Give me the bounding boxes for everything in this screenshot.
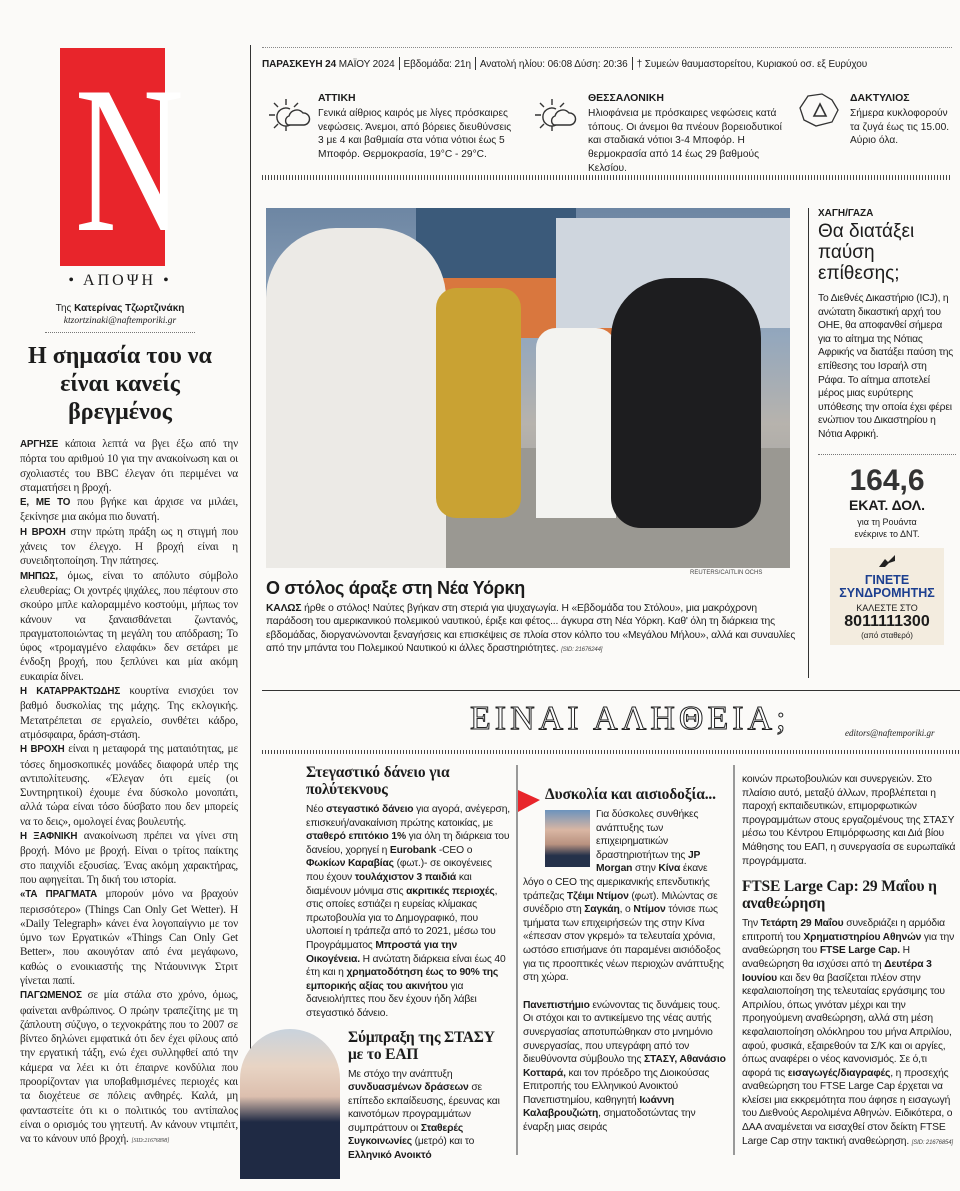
text-run: για αγορά, ανέγερση, επισκευή/ανακαίνιση πρώτης κατοικίας, με	[306, 804, 511, 829]
main-story-body: ΚΑΛΩΣ ήρθε ο στόλος! Ναύτες βγήκαν στη στεριά για ψυχαγωγία. Η «Εβδομάδα του Στόλου», μια μακρόχρονη παράδοση του αμερικανικού πολεμικού ναυτικού, έριξε και φέτος... άγκυρα στη Νέα Υόρκη. Καθ' όλη τη διάρκεια της εβδομάδας, διοργανώνονται ξεναγήσεις και επισκέψεις σε πλοία στον κόλπο του «Μεγάλου Μήλου», αλλά και συναυλίες από την μπάντα του Πολεμικού Ναυτικού κι άλλες δραστηριότητες. [SID: 21676244]	[266, 603, 796, 655]
text-run: , στις οποίες εστιάζει η ευρείας κλίμακας πρωτοβουλία για το Δημογραφικό, που υλοποιεί η τράπεζα από το 2021, μέσω του Προγράμματος	[306, 885, 498, 951]
kicker: ΧΑΓΗ/ΓΑΖΑ	[818, 208, 874, 219]
sun-cloud-icon	[266, 95, 312, 137]
section-label: • ΑΠΟΨΗ •	[68, 272, 172, 289]
weather-attica: ΑΤΤΙΚΗ Γενικά αίθριος καιρός με λίγες πρόσκαιρες νεφώσεις. Άνεμοι, από βόρειες διευθύνσεις 3 με 4 και βαθμιαία στα νότια νότιοι έως 5 Μποφόρ. Θερμοκρασία, 19°C - 29°C.	[318, 92, 512, 161]
text-run: συνεδριάζει η αρμόδια επιτροπή του	[742, 918, 945, 943]
text-run: ενώνοντας τις δυνάμεις τους. Οι στόχοι και το αντικείμενο της νέας αυτής συνεργασίας αποτυπώθηκαν στο μνημόνιο συνεργασίας, που υπεγράφη από τον διευθύνοντα σύμβουλο της	[523, 999, 721, 1066]
bold-phrase: Πανεπιστήμιο	[523, 999, 590, 1011]
byline: Της Κατερίνας Τζωρτζινάκη	[55, 303, 185, 314]
briefs-column-3	[742, 773, 957, 1150]
brief-dimon-text	[523, 808, 728, 985]
briefs-column-2	[523, 786, 728, 1135]
section-title: ΕΙΝΑΙ ΑΛΗΘΕΙΑ;	[470, 700, 790, 737]
opinion-paragraph: Η ΒΡΟΧΗ είναι η μεταφορά της ματαιότητας, με τόσες δημοσκοπικές μονάδες διαφορά υπέρ της αντιπολίτευσης. «Έλεγαν ότι εμείς (οι Συντηρητικοί) έχουμε ένα δύσκολο μονοπάτι, αλλά τώρα είναι τόσο δύσβατο που δεν μπορείς να το δεις», ομολογεί ένας βουλευτής.	[20, 743, 238, 828]
traffic-ring-icon	[798, 92, 842, 128]
billboard	[416, 208, 576, 278]
bold-phrase: Φωκίων Καραβίας	[306, 858, 394, 870]
text-run: και δεν θα βασίζεται πλέον στην κεφαλαιοποίηση της τελευταίας εργάσιμης του Απριλίου, όπως γινόταν μέχρι και την προηγούμενη αναθεώρηση, αλλά στη μέση κεφαλαιοποίηση ολόκληρου του μήνα Απριλίου, αφού, φυσικά, εξαιρεθούν τα Σ/Κ και οι αργίες, όπως αναφέρει ο νέος κανονισμός. Σε ό,τι αφορά τις	[742, 972, 952, 1079]
opinion-paragraph: Η ΒΡΟΧΗ στην πρώτη πράξη ως η στιγμή που χάνεις τον έλεγχο. Η βροχή είναι η συνειδητοποίηση. Την πάτησες.	[20, 525, 238, 568]
subscribe-phone[interactable]: 8011111300	[844, 612, 930, 630]
bold-phrase: συνδυασμένων δράσεων	[348, 1082, 469, 1094]
text-run: και τον πρόεδρο της Διοικούσας Επιτροπής του Ελληνικού Ανοικτού Πανεπιστημίου, καθηγητή	[523, 1067, 710, 1106]
robot-costume	[436, 288, 521, 518]
text-run: σε επίπεδο εκπαίδευσης, έρευνας και καινοτόμων προγραμμάτων συμπράττουν οι	[348, 1082, 500, 1134]
fleet-week-photo	[266, 208, 790, 568]
brief-stasy-end	[742, 773, 957, 868]
weather-ring: ΔΑΚΤΥΛΙΟΣ Σήμερα κυκλοφορούν τα ζυγά έως τις 15.00. Αύριο όλα.	[850, 92, 950, 147]
editors-email[interactable]: editors@naftemporiki.gr	[845, 728, 935, 738]
paragraph-lead: Η ΒΡΟΧΗ	[20, 744, 65, 756]
text-run: στην	[632, 863, 659, 875]
opinion-paragraph: ΜΗΠΩΣ, όμως, είναι το απόλυτο σύμβολο ελευθερίας; Οι χοντρές ψιχάλες, που πέφτουν στο σκούρο μπλε καλοραμμένο κοστούμι, μήπως τον κάνουν να ξαναισθάνεται ζωντανός, πραγματοποιώντας τη μεγάλη του απόδραση; Το ύφος «τρομαγμένο ελαφάκι» δεν σετάρει με ένδοξη βροχή, που ξεπλύνει και μία ακόμη ευκαιρία δίνει.	[20, 569, 238, 683]
text-run: και διαμένουν μόνιμα στις	[306, 871, 472, 897]
bold-phrase: τουλάχιστον 3 παιδιά	[354, 871, 457, 883]
bold-phrase: στεγαστικό δάνειο	[326, 804, 414, 815]
bold-phrase: JP Morgan	[596, 849, 701, 875]
opinion-body	[20, 437, 238, 1149]
text-run: κοινών πρωτοβουλιών και συνεργειών. Στο πλαίσιο αυτό, μεταξύ άλλων, προβλέπεται η παροχή εκπαιδευτικών, επιμορφωτικών προγραμμάτων στους εργαζομένους της ΣΤΑΣΥ μέσω του Κέντρου Επιμόρφωσης και Διά βίου Μάθησης του ΕΑΠ, η συνεργασία σε ευρωπαϊκά προγράμματα.	[742, 774, 956, 867]
paragraph-lead: Η ΞΑΦΝΙΚΗ	[20, 831, 78, 843]
bold-phrase: Δευτέρα 3 Ιουνίου	[742, 958, 932, 984]
bold-phrase: Χρηματιστηρίου Αθηνών	[803, 931, 922, 943]
brief-mortgage: Στεγαστικό δάνειο για πολύτεκνους Νέο στεγαστικό δάνειο για αγορά, ανέγερση, επισκευή/ανακαίνιση πρώτης κατοικίας, με σταθερό επιτόκιο 1% για όλη τη διάρκεια του δανείου, χορηγεί η Eurobank -CEO ο Φωκίων Καραβίας (φωτ.)- σε οικογένειες που έχουν τουλάχιστον 3 παιδιά και διαμένουν μόνιμα στις ακριτικές περιοχές, στις οποίες εστιάζει η ευρείας κλίμακας πρωτοβουλία για το Δημογραφικό, που υλοποιεί η τράπεζα από το 2021, μέσω του Προγράμματος Μπροστά για την Οικογένεια. Η ανώτατη διάρκεια είναι έως 40 έτη και η χρηματοδότηση έως το 90% της εμπορικής αξίας του ακινήτου για δανειολήπτες που δεν έχουν ήδη λάβει στεγαστικό δάνειο.	[306, 764, 511, 1019]
text-run: Η αναθεώρηση θα ισχύσει από τη	[742, 945, 910, 970]
bold-phrase: Τζέιμι Ντίμον	[566, 890, 629, 902]
divider	[45, 332, 195, 333]
bold-phrase: χρηματοδότηση έως το 90% της εμπορικής αξίας του ακινήτου	[306, 967, 499, 992]
column-divider	[733, 765, 735, 1155]
paragraph-lead: ΜΗΠΩΣ,	[20, 570, 58, 582]
opinion-paragraph: Η ΞΑΦΝΙΚΗ ανακοίνωση πρέπει να γίνει στη βροχή. Μόνο με βροχή. Είναι ο τρίτος παίκτης στο παιχνίδι εξουσίας. Ένας ακόμη χαρακτήρας, που αφηγείται. Τη δική του ιστορία.	[20, 830, 238, 886]
text-run: Με στόχο την ανάπτυξη	[348, 1068, 453, 1080]
text-run: έκανε λόγο ο CEO της αμερικανικής επενδυτικής τράπεζας	[523, 863, 710, 902]
bold-phrase: Eurobank	[389, 844, 437, 856]
text-run: , ο	[619, 904, 634, 916]
opinion-paragraph: «ΤΑ ΠΡΑΓΜΑΤΑ μπορούν μόνο να βραχούν περισσότερο» (Things Can Only Get Wetter). Η «Daily Telegraph» κάνει ένα λογοπαίγνιο με τον ύμνο των Εργατικών «Things Can Only Get Better», που ακουγόταν από ένα μεγάφωνο, καθώς ο ενοικιαστής της Ντάουνινγκ Στριτ γίνεται παπί.	[20, 888, 238, 987]
dateline: ΠΑΡΑΣΚΕΥΗ 24 ΜΑΪΟΥ 2024 Εβδομάδα: 21η Ανατολή ηλίου: 06:08 Δύση: 20:36 † Συμεών θαυμαστορείτου, Κυριακού οσ. εξ Ευρύχου	[262, 59, 868, 70]
bold-phrase: εισαγωγές/διαγραφές	[787, 1067, 891, 1079]
author-email[interactable]: ktzortzinaki@naftemporiki.gr	[63, 316, 177, 326]
sun-cloud-icon	[532, 95, 578, 137]
main-story-title: Ο στόλος άραξε στη Νέα Υόρκη	[266, 578, 525, 598]
text-run: για όλη τη διάρκεια του δανείου, χορηγεί η	[306, 831, 510, 856]
brief-stasy-continued	[523, 999, 728, 1135]
text-run: (φωτ). Μιλώντας σε συνέδριο στη	[523, 890, 718, 916]
bold-phrase: ΣΤΑΣΥ, Αθανάσιο Κοτταρά,	[523, 1054, 726, 1079]
brief-ftse: FTSE Large Cap: 29 Μαΐου η αναθεώρηση Την Τετάρτη 29 Μαΐου συνεδριάζει η αρμόδια επιτροπή του Χρηματιστηρίου Αθηνών για την αναθεώρηση του FTSE Large Cap. Η αναθεώρηση θα ισχύσει από τη Δευτέρα 3 Ιουνίου και δεν θα βασίζεται πλέον στην κεφαλαιοποίηση της τελευταίας εργάσιμης του Απριλίου, όπως γινόταν μέχρι και την προηγούμενη αναθεώρηση, αλλά στη μέση κεφαλαιοποίηση ολόκληρου του μήνα Απριλίου, αφού, φυσικά, εξαιρεθούν τα Σ/Κ και οι αργίες, όπως αναφέρει ο νέος κανονισμός. Σε ό,τι αφορά τις εισαγωγές/διαγραφές, η προσεχής αναθεώρηση του FTSE Large Cap έρχεται να κλείσει μια εκκρεμότητα που άφησε η εισαγωγή του Διεθνούς Αερολιμένα Αθηνών. Ειδικότερα, ο ΔΑΑ αναμένεται να εισαχθεί στον δείκτη FTSE Large Cap στην τακτική αναθεώρηση. [SID: 21676854]	[742, 878, 955, 1147]
paragraph-lead: «ΤΑ ΠΡΑΓΜΑΤΑ	[20, 889, 98, 901]
bold-phrase: ακριτικές περιοχές	[406, 885, 495, 897]
text-run: Για δύσκολες συνθήκες ανάπτυξης των επιχειρηματικών δραστηριοτήτων της	[596, 809, 699, 861]
divider	[262, 690, 960, 691]
paragraph-lead: Η ΚΑΤΑΡΡΑΚΤΩΔΗΣ	[20, 686, 121, 698]
decorative-rule	[262, 750, 960, 754]
briefs-column-1	[240, 764, 512, 1179]
paragraph-lead: ΑΡΓΗΣΕ	[20, 439, 59, 450]
bold-phrase: Κίνα	[658, 863, 681, 875]
text-run: Νέο	[306, 804, 327, 815]
brief-stasy: Σύμπραξη της ΣΤΑΣΥ με το ΕΑΠ Με στόχο την ανάπτυξη συνδυασμένων δράσεων σε επίπεδο εκπαίδευσης, έρευνας και καινοτόμων προγραμμάτων συμπράττουν οι Σταθερές Συγκοινωνίες (μετρό) και το Ελληνικό Ανοικτό	[240, 1029, 512, 1163]
text-run: (μετρό) και το	[411, 1136, 475, 1148]
column-divider	[808, 208, 809, 678]
divider	[262, 47, 952, 48]
text-run: (φωτ.)- σε οικογένειες που έχουν	[306, 858, 492, 883]
text-run: , η προσεχής αναθεώρηση του FTSE Large Cap έρχεται να κλείσει μια εκκρεμότητα που άφησε η εισαγωγή του Διεθνούς Αερολιμένα Αθηνών. Ειδικότερα, ο ΔΑΑ αναμένεται να εισαχθεί στον δείκτη FTSE Large Cap στην τακτική αναθεώρηση.	[742, 1067, 953, 1147]
opinion-paragraph: Η ΚΑΤΑΡΡΑΚΤΩΔΗΣ κουρτίνα ενισχύει τον βαθμό δυσκολίας της μάχης. Της εκλογικής. Μετατρέπεται σε εργαλείο, συνθέτει κάδρο, ατμόσφαιρα, δράση-στάση.	[20, 685, 238, 741]
paragraph-lead: Ε, ΜΕ ΤΟ	[20, 497, 71, 509]
opinion-paragraph: Ε, ΜΕ ΤΟ που βγήκε και άρχισε να μιλάει, ξεκίνησε μια ακόμα πιο δυνατή.	[20, 496, 238, 524]
subscribe-box[interactable]: ΓΙΝΕΤΕ ΣΥΝΔΡΟΜΗΤΗΣ ΚΑΛΕΣΤΕ ΣΤΟ 8011111300 (από σταθερό)	[830, 548, 944, 645]
bold-phrase: Ελληνικό Ανοικτό	[348, 1150, 432, 1162]
trumpet-icon	[877, 553, 897, 569]
stat-unit: ΕΚΑΤ. ΔΟΛ.	[848, 496, 926, 513]
text-run: για δανειολήπτες που δεν έχουν ήδη λάβει στεγαστικό δάνειο.	[306, 980, 477, 1019]
opinion-paragraph: ΠΑΓΩΜΕΝΟΣ σε μία στάλα στο χρόνο, όμως, φαίνεται ανθρώπινος. Ο πρώην τραπεζίτης με τη ζάπλουτη σύζυγο, ο τεχνοκράτης που το 2007 σε βίντεο δηλώνει εμφατικά ότι δεν έχει φίλους από την εργατική τάξη, ενώ έχει συλληφθεί από την κάμερα να λέει κι ότι έπαιρνε κονδύλια που προορίζονταν για υποβαθμισμένες περιοχές και τα διοχέτευε σε πόλεις ανθηρές. Καλά, μη φανταστείτε ότι κι ο πολιτικός του αντίπαλος είναι ο ορισμός του γητευτή. Αν κάνουν ντιμπέιτ, να το κάνουν υπό βροχή. [SID:21676898]	[20, 989, 238, 1146]
bold-phrase: Τετάρτη 29 Μαΐου	[760, 918, 844, 930]
gorilla-costume	[611, 278, 761, 528]
bold-phrase: Ιωάννη Καλαβρουζιώτη	[523, 1094, 675, 1120]
sidebar	[818, 208, 956, 645]
bold-phrase: σταθερό επιτόκιο 1%	[306, 831, 406, 843]
sailor-photographer	[266, 228, 446, 568]
bold-phrase: FTSE Large Cap.	[819, 945, 900, 957]
stat-value: 164,6	[849, 463, 925, 497]
bold-phrase: Ντίμον	[633, 904, 666, 916]
stat-text: για τη Ρουάντα ενέκρινε το ΔΝΤ.	[854, 516, 920, 539]
sidebar-title: Θα διατάξει παύση επίθεσης;	[818, 221, 915, 284]
paragraph-lead: ΠΑΓΩΜΕΝΟΣ	[20, 990, 82, 1002]
bold-phrase: Μπροστά για την Οικογένεια.	[306, 939, 458, 965]
divider	[818, 454, 956, 455]
sidebar-text: Το Διεθνές Δικαστήριο (ICJ), η ανώτατη δικαστική αρχή του ΟΗΕ, θα αποφανθεί σήμερα για το αίτημα της Νότιας Αφρικής να διατάξει παύση της επίθεσης του Ισραήλ στη Ράφα. Το αίτημα αποτελεί μέρος μιας ευρύτερης υπόθεσης την οποία έχει φέρει ενώπιον του Δικαστηρίου η Νότια Αφρική.	[818, 293, 953, 440]
column-divider	[516, 765, 518, 1155]
brief-dimon: Δυσκολία και αισιοδοξία... Για δύσκολες συνθήκες ανάπτυξης των επιχειρηματικών δραστηριοτήτων της JP Morgan στην Κίνα έκανε λόγο ο CEO της αμερικανικής επενδυτικής τράπεζας Τζέιμι Ντίμον (φωτ). Μιλώντας σε συνέδριο στη Σαγκάη, ο Ντίμον τόνισε πως τμήματα των επιχειρήσεών της στην Κίνα «έπεσαν στον γκρεμό» τα τελευταία χρόνια, ωστόσο επισήμανε ότι παραμένει αισιόδοξος για τις προοπτικές νέων περιοχών ανάπτυξης στη χώρα.	[523, 786, 728, 985]
text-run: Την	[742, 918, 761, 930]
sailors	[536, 328, 616, 518]
dimon-photo	[545, 810, 590, 867]
bold-phrase: Σαγκάη	[584, 904, 620, 916]
opinion-title: Η σημασία του να είναι κανείς βρεγμένος	[28, 343, 212, 425]
text-run: Η ανώτατη διάρκεια είναι έως 40 έτη και η	[306, 953, 506, 979]
paragraph-lead: Η ΒΡΟΧΗ	[20, 526, 66, 538]
text-run: , σηματοδοτώντας την έναρξη μιας σειράς	[523, 1108, 696, 1134]
karavias-photo	[240, 1029, 340, 1179]
bold-phrase: Σταθερές Συγκοινωνίες	[348, 1122, 464, 1148]
opinion-paragraph: ΑΡΓΗΣΕ κάποια λεπτά να βγει έξω από την πόρτα του αριθμού 10 για την ανακοίνωση και οι σχολιαστές του BBC έλεγαν ότι περιμένει να σταματήσει η βροχή.	[20, 438, 238, 494]
text-run: τόνισε πως τμήματα των επιχειρήσεών της στην Κίνα «έπεσαν στον γκρεμό» τα τελευταία χρόνια, ωστόσο επισήμανε ότι παραμένει αισιόδοξος για τις προοπτικές νέων περιοχών ανάπτυξης στη χώρα.	[523, 904, 724, 984]
naftemporiki-logo: N	[60, 48, 165, 266]
decorative-rule	[262, 175, 952, 180]
photo-credit: REUTERS/CAITLIN OCHS	[690, 570, 763, 576]
weather-thessaloniki: ΘΕΣΣΑΛΟΝΙΚΗ Ηλιοφάνεια με πρόσκαιρες νεφώσεις κατά τόπους. Οι άνεμοι θα πνέουν βορειοδυτικοί και σταδιακά νότιοι 3-4 Μποφόρ. Η θερμοκρασία από 14 έως 29 βαθμούς Κελσίου.	[588, 92, 782, 174]
text-run: -CEO ο	[436, 844, 473, 856]
text-run: για την αναθεώρηση του	[742, 931, 955, 957]
